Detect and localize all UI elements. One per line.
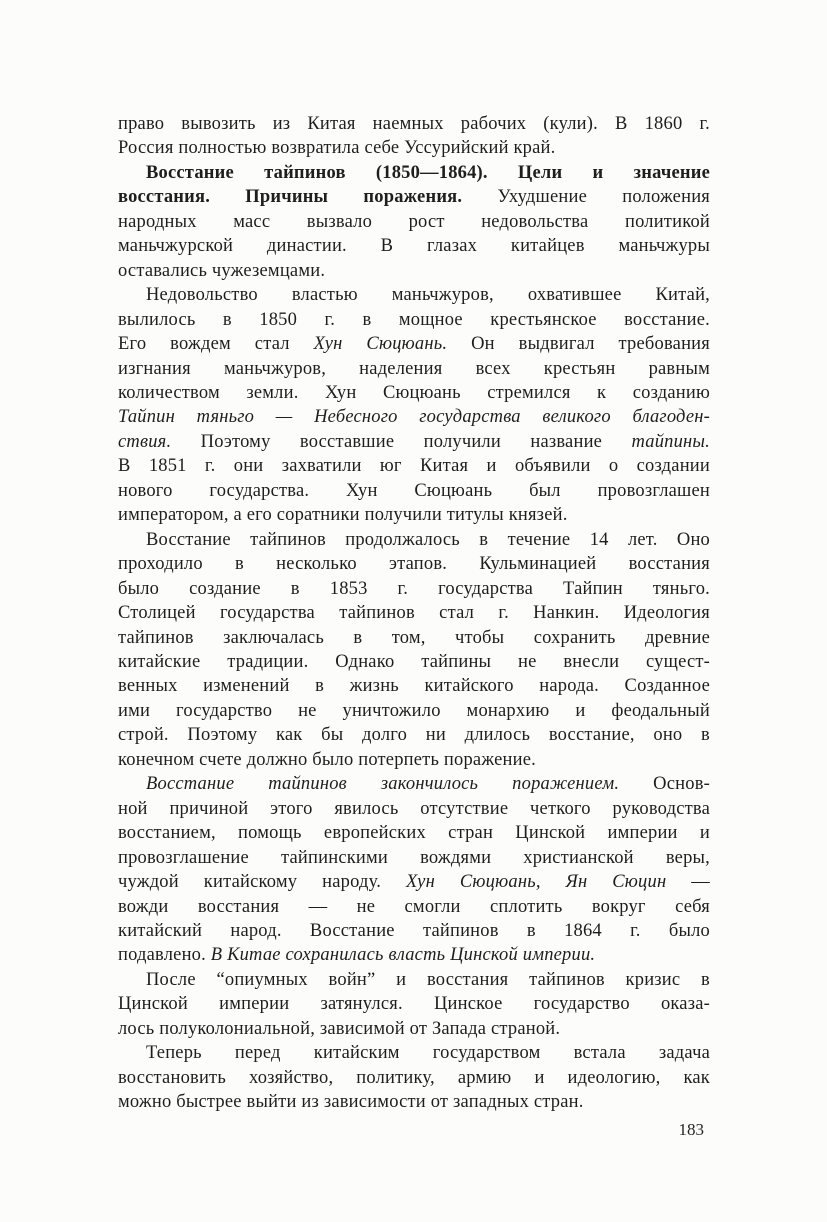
text-segment: ствия.: [118, 431, 172, 452]
text-line: [118, 674, 710, 698]
text-segment: лось полуколониальной, зависимой от Запада страной.: [118, 1018, 561, 1039]
text-line: [118, 1090, 710, 1114]
text-line: [118, 601, 710, 625]
text-segment: После “опиумных войн” и восстания тайпинов кризис в: [146, 969, 710, 990]
text-segment: изгнания маньчжуров, наделения всех крестьян равным: [118, 358, 710, 379]
text-line: [118, 136, 710, 160]
text-line: [118, 161, 710, 185]
text-segment: вожди восстания — не смогли сплотить вокруг себя: [118, 896, 710, 917]
text-segment: —: [666, 872, 710, 893]
text-line: [118, 577, 710, 601]
text-segment: Основ-: [619, 774, 710, 795]
text-segment: конечном счете должно было потерпеть поражение.: [118, 749, 536, 770]
text-segment: В Китае сохранилась власть Цинской империи.: [210, 945, 596, 966]
text-segment: венных изменений в жизнь китайского народа. Созданное: [118, 676, 710, 697]
text-segment: тайпинов заключалась в том, чтобы сохранить древние: [118, 627, 710, 648]
text-line: [118, 626, 710, 650]
text-line: [118, 552, 710, 576]
text-segment: китайский народ. Восстание тайпинов в 1864 г. было: [118, 920, 710, 941]
text-line: [118, 283, 710, 307]
text-segment: Теперь перед китайским государством встала задача: [146, 1043, 710, 1064]
text-line: [118, 772, 710, 796]
text-segment: Тайпин тяньго — Небесного государства великого благоден-: [118, 407, 710, 428]
text-segment: Россия полностью возвратила себе Уссурийский край.: [118, 138, 556, 159]
text-line: [118, 357, 710, 381]
text-segment: Его вождем стал: [118, 334, 314, 355]
text-line: [118, 381, 710, 405]
text-segment: Хун Сюцюань.: [313, 334, 448, 355]
text-segment: Хун Сюцюань, Ян Сюцин: [406, 872, 667, 893]
text-line: [118, 503, 710, 527]
text-line: [118, 968, 710, 992]
text-line: [118, 650, 710, 674]
text-line: [118, 112, 710, 136]
text-segment: проходило в несколько этапов. Кульминацией восстания: [118, 554, 710, 575]
text-line: [118, 699, 710, 723]
text-segment: Поэтому восставшие получили название: [171, 431, 632, 452]
text-segment: Восстание тайпинов продолжалось в течение 14 лет. Оно: [146, 529, 710, 550]
text-segment: Ухудшение положения: [462, 187, 711, 208]
text-segment: восстания. Причины поражения.: [118, 187, 463, 208]
text-segment: восстанием, помощь европейских стран Цинской империи и: [118, 823, 710, 844]
text-segment: Недовольство властью маньчжуров, охватившее Китай,: [146, 285, 710, 306]
text-line: [118, 332, 710, 356]
text-segment: нового государства. Хун Сюцюань был провозглашен: [118, 480, 710, 501]
text-line: [118, 797, 710, 821]
text-segment: право вывозить из Китая наемных рабочих (кули). В 1860 г.: [118, 114, 710, 134]
text-segment: было создание в 1853 г. государства Тайпин тяньго.: [118, 578, 710, 599]
text-segment: Столицей государства тайпинов стал г. Нанкин. Идеология: [118, 603, 710, 624]
text-segment: народных масс вызвало рост недовольства политикой: [118, 211, 710, 232]
text-segment: Цинской империи затянулся. Цинское государство оказа-: [118, 994, 710, 1015]
text-segment: восстановить хозяйство, политику, армию и идеологию, как: [118, 1067, 710, 1088]
text-segment: маньчжурской династии. В глазах китайцев маньчжуры: [118, 236, 710, 257]
text-line: [118, 1041, 710, 1065]
text-line: [118, 479, 710, 503]
text-segment: ими государство не уничтожило монархию и феодальный: [118, 700, 710, 721]
text-segment: вылилось в 1850 г. в мощное крестьянское восстание.: [118, 309, 710, 330]
text-segment: чуждой китайскому народу.: [118, 872, 407, 893]
text-line: [118, 259, 710, 283]
text-line: [118, 528, 710, 552]
text-line: [118, 234, 710, 258]
text-line: [118, 430, 710, 454]
text-line: [118, 723, 710, 747]
text-line: [118, 846, 710, 870]
text-segment: Восстание тайпинов (1850—1864). Цели и значение: [146, 162, 710, 183]
text-line: [118, 870, 710, 894]
text-segment: провозглашение тайпинскими вождями христианской веры,: [118, 847, 710, 868]
text-segment: китайские традиции. Однако тайпины не внесли сущест-: [118, 651, 710, 672]
text-line: [118, 992, 710, 1016]
text-segment: строй. Поэтому как бы долго ни длилось восстание, оно в: [118, 725, 710, 746]
page-number: 183: [678, 1120, 704, 1139]
text-line: [118, 308, 710, 332]
text-line: [118, 405, 710, 429]
text-line: [118, 748, 710, 772]
text-line: [118, 1066, 710, 1090]
text-segment: императором, а его соратники получили титулы князей.: [118, 505, 568, 526]
text-line: [118, 919, 710, 943]
text-segment: можно быстрее выйти из зависимости от западных стран.: [118, 1092, 584, 1113]
text-line: [118, 943, 710, 967]
page-text: [118, 112, 710, 1115]
text-segment: оставались чужеземцами.: [118, 260, 326, 281]
text-line: [118, 210, 710, 234]
text-line: [118, 895, 710, 919]
text-segment: Он выдвигал требования: [447, 334, 710, 355]
text-segment: В 1851 г. они захватили юг Китая и объявили о создании: [118, 456, 710, 477]
text-segment: Восстание тайпинов закончилось поражением.: [146, 774, 620, 795]
text-segment: количеством земли. Хун Сюцюань стремился к созданию: [118, 382, 710, 403]
text-line: [118, 185, 710, 209]
text-segment: подавлено.: [118, 945, 211, 966]
text-segment: тайпины.: [631, 431, 710, 452]
text-line: [118, 454, 710, 478]
text-line: [118, 1017, 710, 1041]
text-line: [118, 821, 710, 845]
text-segment: ной причиной этого явилось отсутствие четкого руководства: [118, 798, 710, 819]
